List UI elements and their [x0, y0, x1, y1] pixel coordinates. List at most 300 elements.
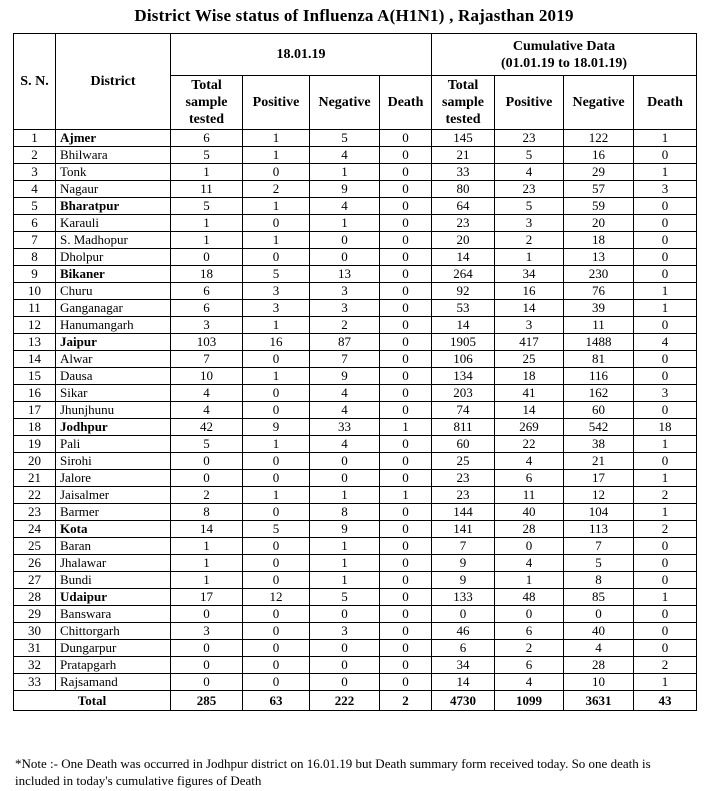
cell-district: Bharatpur	[56, 198, 171, 215]
cell-value: 16	[564, 147, 634, 164]
header-cum-positive: Positive	[495, 76, 564, 130]
table-row	[14, 640, 697, 657]
cell-value: 5	[495, 198, 564, 215]
cell-value: 1	[243, 232, 310, 249]
header-cum-negative: Negative	[564, 76, 634, 130]
cell-value: 7	[432, 538, 495, 555]
cell-value: 0	[380, 606, 432, 623]
cell-value: 22	[495, 436, 564, 453]
cell-value: 21	[432, 147, 495, 164]
cell-value: 0	[634, 572, 697, 589]
cell-district: Bundi	[56, 572, 171, 589]
cell-value: 0	[171, 249, 243, 266]
cell-value: 23	[495, 181, 564, 198]
cell-value: 0	[634, 538, 697, 555]
cell-value: 0	[310, 640, 380, 657]
cell-value: 9	[310, 368, 380, 385]
cell-value: 1	[243, 487, 310, 504]
cell-sn: 21	[14, 470, 56, 487]
cell-value: 14	[495, 300, 564, 317]
cell-value: 14	[432, 249, 495, 266]
cell-value: 542	[564, 419, 634, 436]
cell-value: 25	[432, 453, 495, 470]
cell-value: 0	[243, 674, 310, 691]
cell-value: 0	[171, 470, 243, 487]
cell-district: Bhilwara	[56, 147, 171, 164]
cell-value: 0	[380, 130, 432, 147]
cell-district: Pratapgarh	[56, 657, 171, 674]
cell-value: 1	[243, 317, 310, 334]
cell-value: 0	[380, 351, 432, 368]
cell-value: 28	[495, 521, 564, 538]
cell-value: 0	[634, 215, 697, 232]
cell-value: 4	[495, 453, 564, 470]
cell-sn: 7	[14, 232, 56, 249]
cell-value: 28	[564, 657, 634, 674]
cell-value: 0	[171, 674, 243, 691]
cell-sn: 32	[14, 657, 56, 674]
cell-value: 9	[243, 419, 310, 436]
table-row	[14, 317, 697, 334]
cell-value: 40	[495, 504, 564, 521]
cell-value: 0	[432, 606, 495, 623]
table-row	[14, 657, 697, 674]
cell-value: 0	[243, 657, 310, 674]
header-line: tested	[189, 112, 224, 127]
cell-value: 2	[243, 181, 310, 198]
cell-value: 0	[380, 538, 432, 555]
table-row	[14, 572, 697, 589]
cell-value: 2	[634, 657, 697, 674]
cell-value: 3	[310, 283, 380, 300]
cell-district: Karauli	[56, 215, 171, 232]
header-total-sample	[171, 76, 243, 130]
cell-value: 0	[380, 317, 432, 334]
table-row	[14, 623, 697, 640]
cell-sn: 13	[14, 334, 56, 351]
cell-value: 0	[634, 555, 697, 572]
table-row	[14, 351, 697, 368]
cell-value: 1	[243, 198, 310, 215]
cell-district: Banswara	[56, 606, 171, 623]
table-row	[14, 606, 697, 623]
cell-value: 1	[634, 470, 697, 487]
cell-district: Dholpur	[56, 249, 171, 266]
cell-value: 17	[564, 470, 634, 487]
cell-value: 8	[171, 504, 243, 521]
cell-value: 11	[564, 317, 634, 334]
footnote: *Note :- One Death was occurred in Jodhpur district on 16.01.19 but Death summary form received today. So one death is included in today's cumulative figures of Death	[15, 756, 651, 788]
cell-value: 1	[171, 215, 243, 232]
cell-sn: 11	[14, 300, 56, 317]
cell-value: 92	[432, 283, 495, 300]
cell-value: 811	[432, 419, 495, 436]
cell-value: 5	[243, 266, 310, 283]
header-cum-total-sample	[432, 76, 495, 130]
cell-value: 4	[310, 436, 380, 453]
cell-value: 85	[564, 589, 634, 606]
total-value: 222	[310, 691, 380, 711]
cell-value: 0	[243, 504, 310, 521]
cell-value: 144	[432, 504, 495, 521]
cell-value: 0	[634, 249, 697, 266]
cell-district: Baran	[56, 538, 171, 555]
cell-value: 6	[171, 300, 243, 317]
cell-value: 57	[564, 181, 634, 198]
cell-value: 0	[634, 453, 697, 470]
cell-value: 16	[495, 283, 564, 300]
cell-district: Sirohi	[56, 453, 171, 470]
table-row	[14, 555, 697, 572]
cell-value: 0	[380, 385, 432, 402]
cell-value: 2	[310, 317, 380, 334]
cell-value: 1	[634, 300, 697, 317]
cell-value: 0	[495, 606, 564, 623]
cell-sn: 6	[14, 215, 56, 232]
cell-value: 0	[243, 606, 310, 623]
cell-value: 4	[634, 334, 697, 351]
cell-district: Jhalawar	[56, 555, 171, 572]
cell-value: 38	[564, 436, 634, 453]
cell-value: 2	[495, 232, 564, 249]
cell-value: 64	[432, 198, 495, 215]
cell-value: 3	[243, 300, 310, 317]
cell-value: 0	[634, 351, 697, 368]
cumulative-range: (01.01.19 to 18.01.19)	[501, 55, 627, 71]
table-row	[14, 402, 697, 419]
table-row	[14, 334, 697, 351]
cell-value: 80	[432, 181, 495, 198]
cell-sn: 22	[14, 487, 56, 504]
cell-value: 0	[380, 589, 432, 606]
cell-value: 113	[564, 521, 634, 538]
cell-sn: 27	[14, 572, 56, 589]
header-cum-death: Death	[634, 76, 697, 130]
cell-value: 7	[171, 351, 243, 368]
cell-sn: 5	[14, 198, 56, 215]
cell-value: 0	[243, 538, 310, 555]
cell-value: 3	[634, 181, 697, 198]
cell-value: 1	[243, 436, 310, 453]
cell-value: 6	[171, 283, 243, 300]
header-cumulative-group	[432, 34, 697, 76]
table-row	[14, 300, 697, 317]
cell-value: 106	[432, 351, 495, 368]
cell-sn: 20	[14, 453, 56, 470]
cell-value: 12	[564, 487, 634, 504]
cell-value: 8	[310, 504, 380, 521]
table-row	[14, 589, 697, 606]
table-row	[14, 504, 697, 521]
cell-value: 4	[310, 198, 380, 215]
cell-value: 59	[564, 198, 634, 215]
cell-value: 141	[432, 521, 495, 538]
cell-value: 5	[171, 436, 243, 453]
cell-sn: 33	[14, 674, 56, 691]
cell-sn: 12	[14, 317, 56, 334]
cell-value: 2	[634, 521, 697, 538]
cell-value: 3	[634, 385, 697, 402]
cell-value: 122	[564, 130, 634, 147]
header-death: Death	[380, 76, 432, 130]
cell-sn: 14	[14, 351, 56, 368]
cell-value: 1	[171, 164, 243, 181]
cell-value: 5	[495, 147, 564, 164]
cell-value: 53	[432, 300, 495, 317]
table-row	[14, 419, 697, 436]
cell-value: 9	[310, 181, 380, 198]
cell-value: 0	[380, 504, 432, 521]
cell-district: S. Madhopur	[56, 232, 171, 249]
cell-value: 0	[380, 555, 432, 572]
cell-value: 3	[310, 623, 380, 640]
cell-district: Ajmer	[56, 130, 171, 147]
cell-value: 0	[380, 470, 432, 487]
cell-value: 42	[171, 419, 243, 436]
cell-value: 3	[243, 283, 310, 300]
cell-value: 5	[171, 147, 243, 164]
cell-district: Ganganagar	[56, 300, 171, 317]
cell-district: Kota	[56, 521, 171, 538]
cell-value: 0	[380, 266, 432, 283]
cell-value: 25	[495, 351, 564, 368]
cell-value: 3	[495, 317, 564, 334]
cell-value: 5	[310, 589, 380, 606]
cell-value: 0	[380, 232, 432, 249]
cell-value: 1	[634, 164, 697, 181]
cell-value: 4	[171, 402, 243, 419]
cell-value: 0	[310, 674, 380, 691]
cell-value: 3	[495, 215, 564, 232]
cell-district: Chittorgarh	[56, 623, 171, 640]
cell-district: Sikar	[56, 385, 171, 402]
cell-district: Jaipur	[56, 334, 171, 351]
cell-value: 29	[564, 164, 634, 181]
cell-sn: 3	[14, 164, 56, 181]
cell-value: 5	[243, 521, 310, 538]
cell-value: 3	[310, 300, 380, 317]
cell-value: 60	[432, 436, 495, 453]
cell-value: 0	[380, 283, 432, 300]
cell-district: Rajsamand	[56, 674, 171, 691]
table-row	[14, 674, 697, 691]
cell-value: 34	[495, 266, 564, 283]
cell-value: 0	[380, 334, 432, 351]
cell-value: 11	[495, 487, 564, 504]
table-row	[14, 283, 697, 300]
cell-district: Alwar	[56, 351, 171, 368]
cell-value: 0	[380, 249, 432, 266]
cell-district: Dausa	[56, 368, 171, 385]
cell-district: Hanumangarh	[56, 317, 171, 334]
header-line: Total	[447, 78, 479, 93]
cell-value: 34	[432, 657, 495, 674]
cell-value: 0	[564, 606, 634, 623]
cell-value: 0	[243, 385, 310, 402]
total-value: 4730	[432, 691, 495, 711]
header-sn: S. N.	[14, 34, 56, 130]
cell-district: Nagaur	[56, 181, 171, 198]
cell-value: 21	[564, 453, 634, 470]
cell-value: 20	[564, 215, 634, 232]
table-row	[14, 198, 697, 215]
cell-value: 0	[634, 402, 697, 419]
cell-value: 0	[380, 300, 432, 317]
table-row	[14, 453, 697, 470]
cell-value: 5	[310, 130, 380, 147]
cell-sn: 30	[14, 623, 56, 640]
table-row	[14, 521, 697, 538]
cell-value: 104	[564, 504, 634, 521]
cell-value: 0	[310, 657, 380, 674]
cell-value: 1	[171, 555, 243, 572]
cell-value: 133	[432, 589, 495, 606]
cell-value: 33	[432, 164, 495, 181]
table-row	[14, 164, 697, 181]
table-row	[14, 181, 697, 198]
cell-value: 8	[564, 572, 634, 589]
cell-value: 1	[171, 538, 243, 555]
cell-sn: 8	[14, 249, 56, 266]
total-value: 285	[171, 691, 243, 711]
cell-district: Churu	[56, 283, 171, 300]
table-row	[14, 487, 697, 504]
total-label: Total	[14, 691, 171, 711]
cell-value: 10	[171, 368, 243, 385]
table-row	[14, 215, 697, 232]
cell-value: 0	[243, 623, 310, 640]
table-row	[14, 232, 697, 249]
cell-district: Udaipur	[56, 589, 171, 606]
cell-district: Dungarpur	[56, 640, 171, 657]
cell-value: 1	[243, 147, 310, 164]
cell-value: 0	[380, 521, 432, 538]
cell-value: 0	[634, 232, 697, 249]
cell-value: 1	[243, 130, 310, 147]
cell-value: 18	[634, 419, 697, 436]
cell-value: 12	[243, 589, 310, 606]
cell-value: 17	[171, 589, 243, 606]
total-row	[14, 691, 697, 711]
cell-value: 0	[171, 640, 243, 657]
cell-value: 1	[310, 572, 380, 589]
cell-value: 5	[171, 198, 243, 215]
cell-value: 0	[243, 640, 310, 657]
cell-value: 0	[634, 266, 697, 283]
cell-value: 6	[495, 470, 564, 487]
cell-value: 48	[495, 589, 564, 606]
cell-sn: 10	[14, 283, 56, 300]
cell-value: 5	[564, 555, 634, 572]
cell-value: 0	[243, 453, 310, 470]
cell-value: 0	[634, 317, 697, 334]
cell-value: 11	[171, 181, 243, 198]
cell-value: 0	[243, 470, 310, 487]
cell-value: 0	[171, 453, 243, 470]
cell-value: 1	[634, 589, 697, 606]
header-date-group: 18.01.19	[171, 34, 432, 76]
header-line: sample	[442, 95, 484, 110]
cell-sn: 15	[14, 368, 56, 385]
cell-value: 74	[432, 402, 495, 419]
cell-value: 1	[310, 555, 380, 572]
header-district: District	[56, 34, 171, 130]
cell-value: 1	[310, 215, 380, 232]
total-value: 3631	[564, 691, 634, 711]
cell-value: 0	[243, 351, 310, 368]
cell-value: 269	[495, 419, 564, 436]
header-line: Total	[191, 78, 222, 93]
cell-value: 0	[380, 657, 432, 674]
cell-value: 18	[564, 232, 634, 249]
cell-value: 40	[564, 623, 634, 640]
cell-value: 1905	[432, 334, 495, 351]
cell-district: Bikaner	[56, 266, 171, 283]
cell-value: 116	[564, 368, 634, 385]
cell-value: 0	[634, 198, 697, 215]
cell-value: 145	[432, 130, 495, 147]
cell-value: 20	[432, 232, 495, 249]
cell-value: 0	[310, 470, 380, 487]
cell-value: 14	[171, 521, 243, 538]
cell-value: 0	[380, 453, 432, 470]
cell-value: 1	[634, 436, 697, 453]
cell-value: 4	[495, 674, 564, 691]
table-row	[14, 147, 697, 164]
cell-value: 0	[380, 640, 432, 657]
cell-value: 103	[171, 334, 243, 351]
cell-value: 10	[564, 674, 634, 691]
cell-value: 7	[310, 351, 380, 368]
cell-value: 0	[243, 402, 310, 419]
cell-value: 23	[432, 215, 495, 232]
cell-value: 23	[432, 487, 495, 504]
cell-value: 1488	[564, 334, 634, 351]
cell-value: 14	[432, 317, 495, 334]
cell-value: 1	[634, 504, 697, 521]
cell-value: 76	[564, 283, 634, 300]
total-value: 63	[243, 691, 310, 711]
cell-value: 0	[380, 198, 432, 215]
cell-value: 4	[310, 385, 380, 402]
table-row	[14, 385, 697, 402]
cell-value: 13	[564, 249, 634, 266]
cell-sn: 25	[14, 538, 56, 555]
cell-sn: 29	[14, 606, 56, 623]
cell-sn: 26	[14, 555, 56, 572]
table-body	[14, 130, 697, 711]
cell-value: 134	[432, 368, 495, 385]
cell-district: Jodhpur	[56, 419, 171, 436]
cell-value: 1	[310, 487, 380, 504]
cell-value: 0	[310, 249, 380, 266]
cell-value: 2	[171, 487, 243, 504]
cell-value: 1	[634, 283, 697, 300]
cell-value: 1	[310, 164, 380, 181]
cell-value: 0	[310, 453, 380, 470]
cell-value: 1	[380, 487, 432, 504]
cell-district: Tonk	[56, 164, 171, 181]
cell-value: 0	[171, 606, 243, 623]
cell-value: 0	[243, 555, 310, 572]
cell-sn: 19	[14, 436, 56, 453]
cell-value: 6	[495, 623, 564, 640]
cell-value: 13	[310, 266, 380, 283]
page-title: District Wise status of Influenza A(H1N1) , Rajasthan 2019	[134, 6, 574, 25]
cell-value: 0	[380, 674, 432, 691]
cell-value: 0	[634, 606, 697, 623]
cell-value: 162	[564, 385, 634, 402]
